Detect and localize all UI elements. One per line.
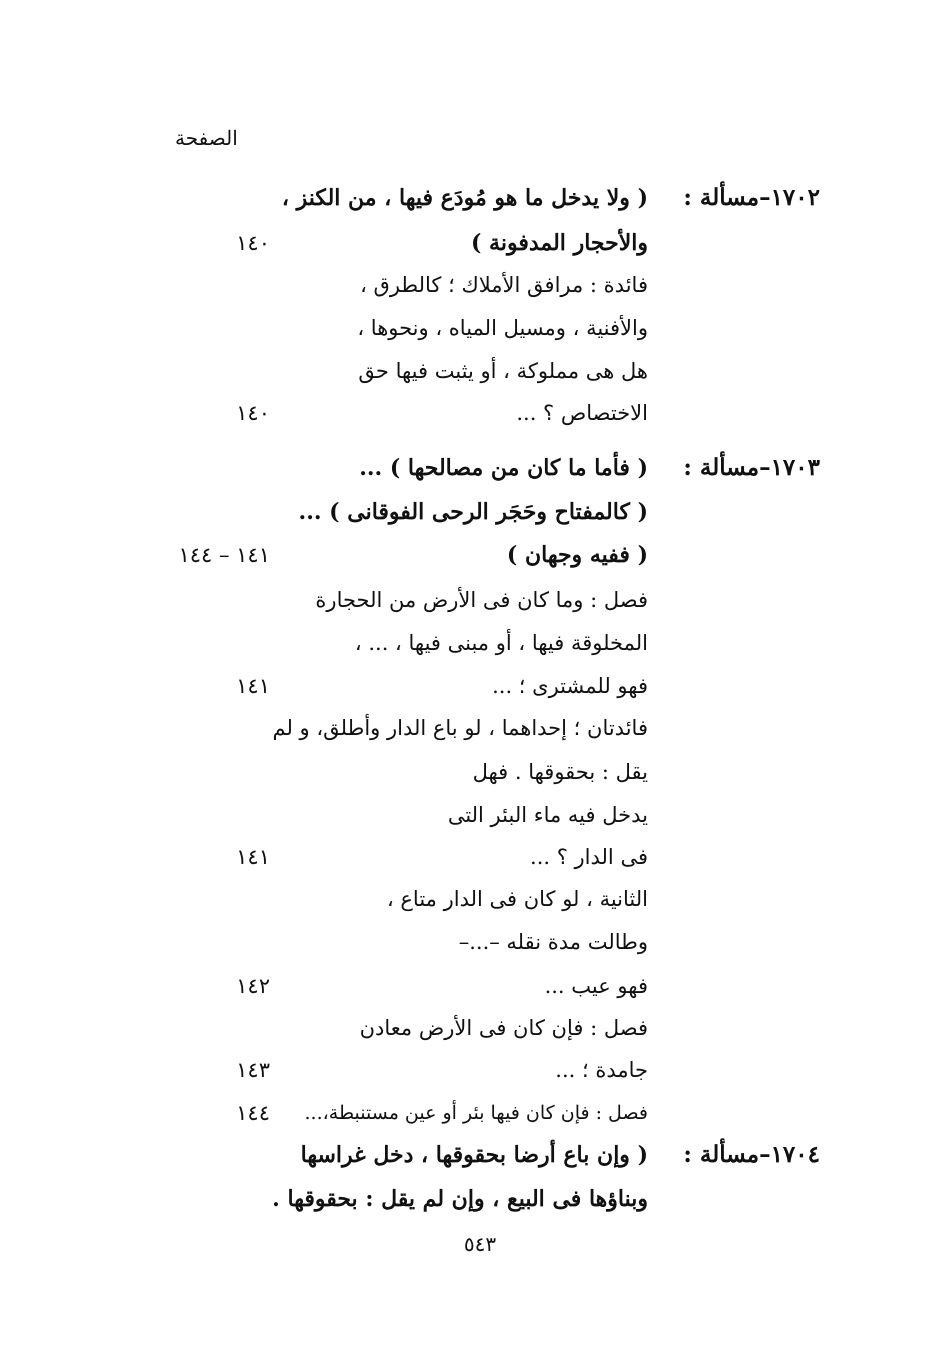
entry-line: فى الدار ؟ ...: [530, 845, 648, 869]
page-number: ١٤١: [236, 674, 270, 698]
entry-line: ( وإن باع أرضا بحقوقها ، دخل غراسها: [300, 1142, 648, 1168]
page-folio-number: ٥٤٣: [463, 1232, 497, 1256]
entry-line: فهو عيب ...: [544, 974, 648, 998]
page-number: ١٤٢: [236, 974, 270, 998]
entry-line: الثانية ، لو كان فى الدار متاع ،: [386, 887, 648, 911]
entry-line: جامدة ؛ ...: [555, 1058, 648, 1082]
entry-line: فصل : فإن كان فى الأرض معادن: [359, 1016, 648, 1040]
entry-line: فصل : فإن كان فيها بئر أو عين مستنبطة،...: [304, 1102, 648, 1124]
entry-line: المخلوقة فيها ، أو مبنى فيها ، ... ،: [354, 631, 648, 655]
entry-line: ( ففيه وجهان ): [506, 542, 648, 568]
question-label-1703: ١٧٠٣–مسألة :: [683, 454, 820, 481]
entry-line: يدخل فيه ماء البئر التى: [447, 803, 648, 827]
entry-line: وبناؤها فى البيع ، وإن لم يقل : بحقوقها .: [272, 1186, 648, 1212]
entry-line: الاختصاص ؟ ...: [516, 401, 648, 425]
entry-line: ( كالمفتاح وحَجَر الرحى الفوقانى ) ...: [298, 499, 648, 525]
entry-line: فائدة : مرافق الأملاك ؛ كالطرق ،: [360, 273, 648, 297]
entry-line: والأحجار المدفونة ): [470, 230, 648, 256]
page-number: ١٤٠: [236, 401, 270, 425]
page-range: ١٤١ – ١٤٤: [178, 543, 270, 567]
page-number: ١٤١: [236, 845, 270, 869]
page-column-header: الصفحة: [175, 126, 238, 150]
page-number: ١٤٣: [236, 1058, 270, 1082]
page-number: ١٤٤: [236, 1101, 270, 1125]
question-label-1702: ١٧٠٢–مسألة :: [683, 184, 820, 211]
entry-line: يقل : بحقوقها . فهل: [472, 760, 648, 784]
entry-line: وطالت مدة نقله –...–: [458, 930, 648, 954]
page-number: ١٤٠: [236, 231, 270, 255]
question-label-1704: ١٧٠٤–مسألة :: [683, 1141, 820, 1168]
entry-line: فصل : وما كان فى الأرض من الحجارة: [315, 588, 648, 612]
entry-line: هل هى مملوكة ، أو يثبت فيها حق: [358, 359, 648, 383]
entry-line: فهو للمشترى ؛ ...: [492, 674, 648, 698]
entry-line: فائدتان ؛ إحداهما ، لو باع الدار وأطلق، و لم: [272, 716, 648, 740]
entry-line: والأفنية ، ومسيل المياه ، ونحوها ،: [357, 316, 648, 340]
entry-line: ( ولا يدخل ما هو مُودَع فيها ، من الكنز ،: [281, 185, 648, 211]
entry-line: ( فأما ما كان من مصالحها ) ...: [359, 455, 648, 481]
